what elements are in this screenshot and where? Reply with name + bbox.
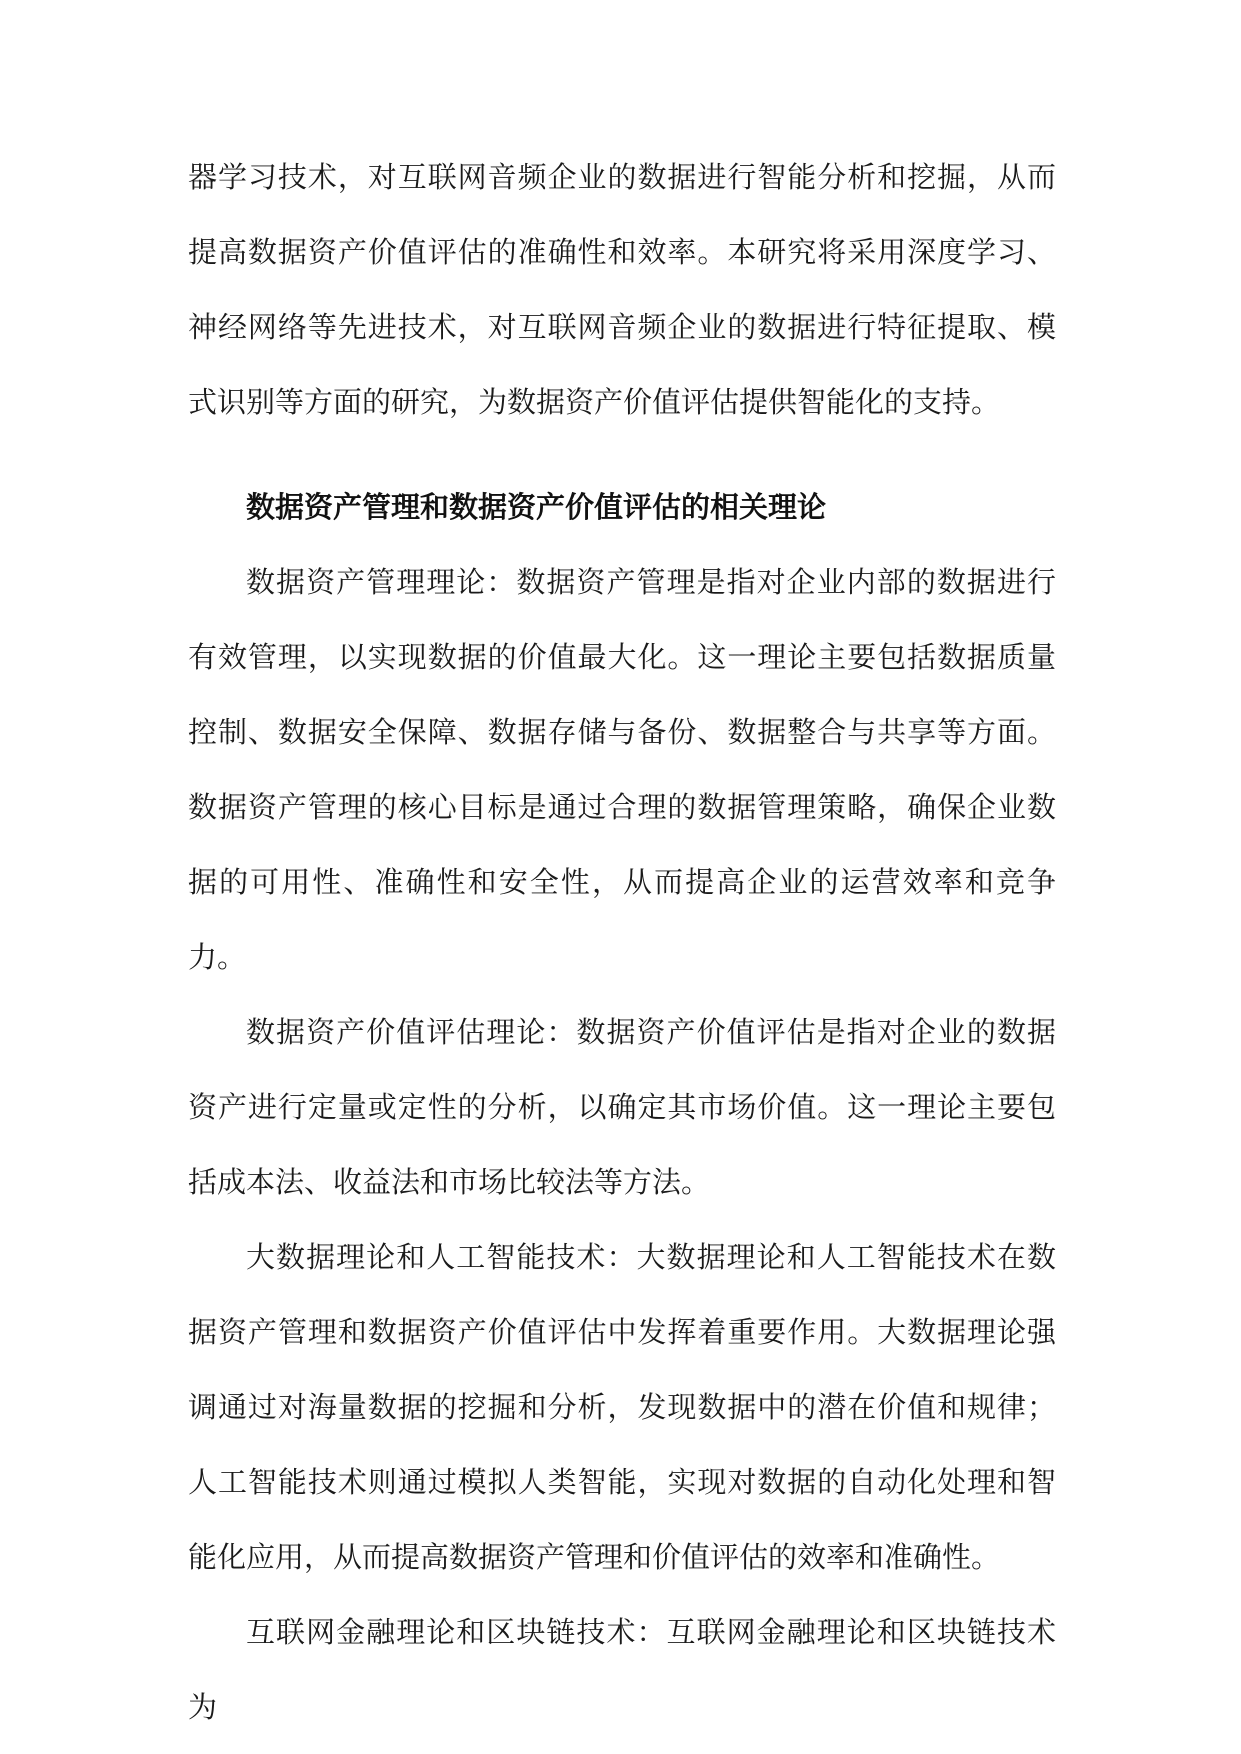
paragraph-big-data-ai: 大数据理论和人工智能技术：大数据理论和人工智能技术在数据资产管理和数据资产价值评估中发挥着重要作用。大数据理论强调通过对海量数据的挖掘和分析，发现数据中的潜在价值和规律；人工智能技术则通过模拟人类智能，实现对数据的自动化处理和智能化应用，从而提高数据资产管理和价值评估的效率和准确性。 (188, 1240, 1056, 1574)
paragraph-internet-finance-blockchain: 互联网金融理论和区块链技术：互联网金融理论和区块链技术为 (188, 1615, 1056, 1724)
section-heading: 数据资产管理和数据资产价值评估的相关理论 (246, 490, 827, 524)
intro-paragraph: 器学习技术，对互联网音频企业的数据进行智能分析和挖掘，从而提高数据资产价值评估的准确性和效率。本研究将采用深度学习、神经网络等先进技术，对互联网音频企业的数据进行特征提取、模式识别等方面的研究，为数据资产价值评估提供智能化的支持。 (188, 160, 1056, 419)
paragraph-data-asset-management: 数据资产管理理论：数据资产管理是指对企业内部的数据进行有效管理，以实现数据的价值最大化。这一理论主要包括数据质量控制、数据安全保障、数据存储与备份、数据整合与共享等方面。数据资产管理的核心目标是通过合理的数据管理策略，确保企业数据的可用性、准确性和安全性，从而提高企业的运营效率和竞争力。 (188, 565, 1056, 974)
document-body (188, 140, 1056, 1745)
paragraph-data-asset-valuation: 数据资产价值评估理论：数据资产价值评估是指对企业的数据资产进行定量或定性的分析，以确定其市场价值。这一理论主要包括成本法、收益法和市场比较法等方法。 (188, 1015, 1056, 1199)
